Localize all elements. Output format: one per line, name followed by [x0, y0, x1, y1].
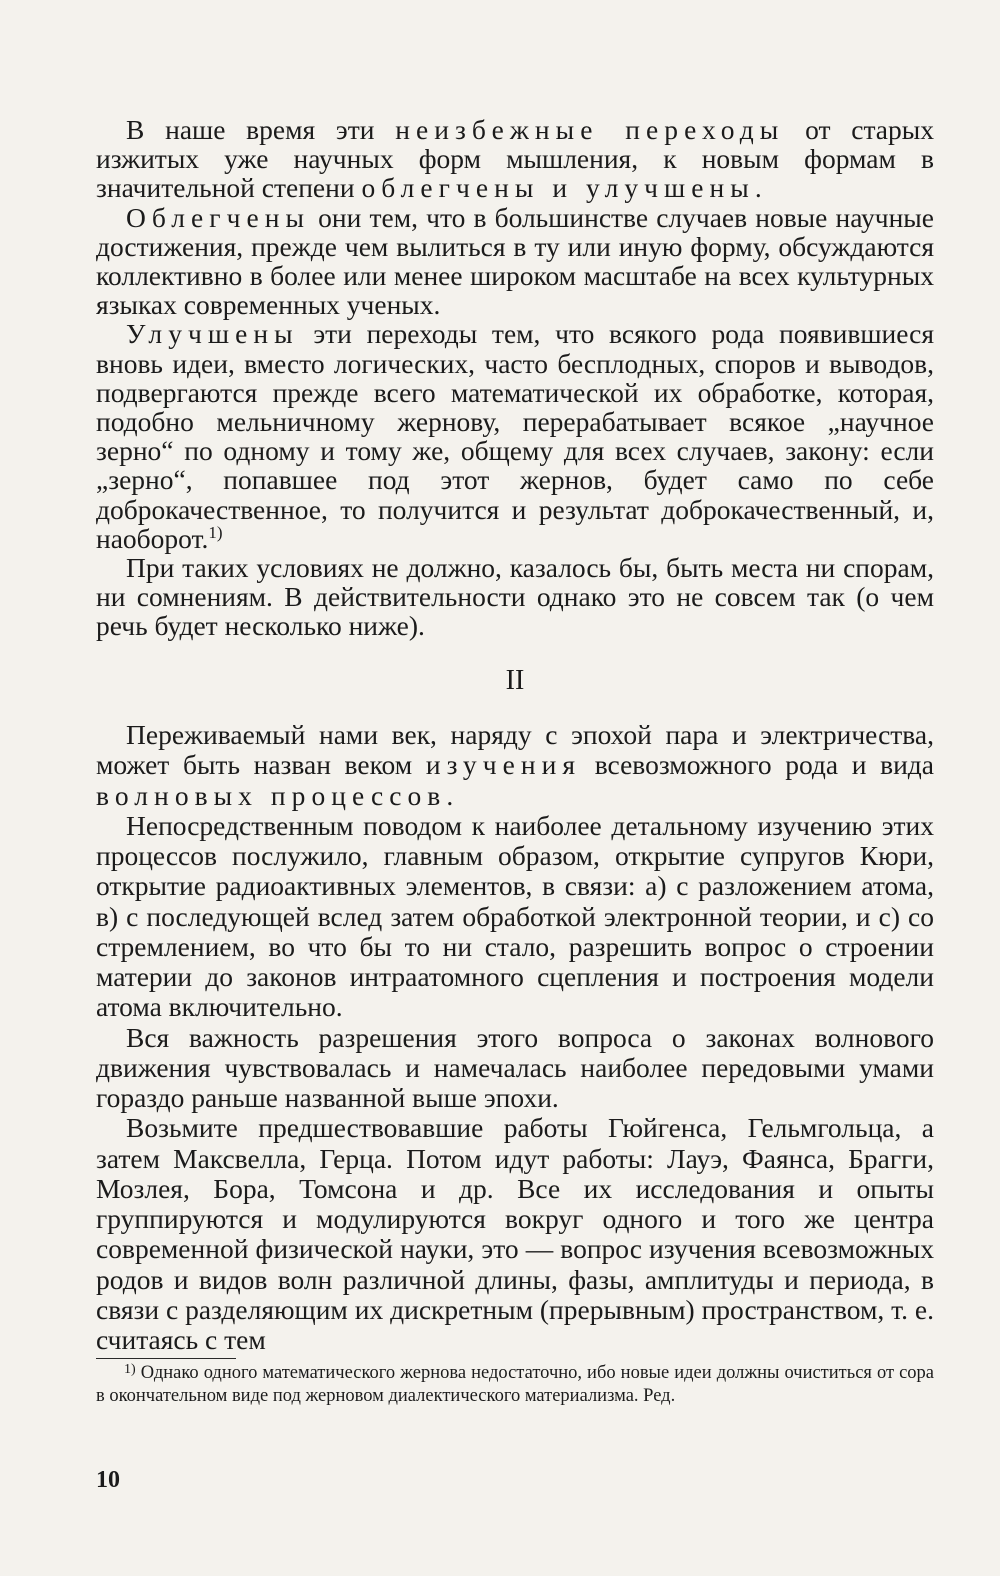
footnote-text: Однако одного математического жернова недостаточно, ибо новые идеи должны очиститься от сора в окончательном виде под жерновом диалектического материализма. Ред. — [96, 1363, 934, 1406]
section-1-text — [96, 115, 934, 641]
paragraph — [96, 720, 934, 811]
paragraph — [96, 203, 934, 320]
footnote-divider — [96, 1358, 236, 1359]
paragraph — [96, 319, 934, 553]
footnote-mark: 1) — [124, 1362, 136, 1377]
paragraph — [96, 811, 934, 1023]
emphasized-text: Облегчены — [126, 201, 311, 233]
page-number: 10 — [96, 1467, 120, 1493]
emphasized-text: волновых процессов — [96, 779, 447, 811]
paragraph — [96, 1113, 934, 1355]
paragraph — [96, 115, 934, 203]
paragraph-text: Вся важность разрешения этого вопроса о законах волнового движения чувствовалась и намечалась наиболее передовыми умами гораздо раньше названной выше эпохи. — [96, 1021, 934, 1113]
paragraph-text: . — [754, 172, 762, 204]
paragraph — [96, 1023, 934, 1114]
emphasized-text: облегчены и улучшены — [361, 172, 755, 204]
paragraph-text: В наше время эти — [126, 114, 396, 145]
paragraph-text: При таких условиях не должно, казалось бы, быть места ни спорам, ни сомнениям. В действительности однако это не совсем так (о чем речь будет несколько ниже). — [96, 552, 934, 642]
paragraph-text: они тем, что в большинстве случаев новые научные достижения, прежде чем вылиться в ту или иную форму, обсуждаются коллективно в более или менее широком масштабе на всех культурных языках современных ученых. — [96, 201, 934, 321]
paragraph-text: Переживаемый нами век, наряду с эпохой пара и электричества, может быть назван веком — [96, 719, 934, 781]
emphasized-text: неизбежные переходы — [395, 114, 785, 145]
paragraph-text: Возьмите предшествовавшие работы Гюйгенса, Гельмгольца, а затем Максвелла, Герца. Потом идут работы: Лауэ, Фаянса, Брагги, Мозлея, Бора, Томсона и др. Все их исследования и опыты группируются и модулируются вокруг одного и того же центра современной физической науки, это — вопрос изучения всевозможных родов и видов волн различной длины, фазы, амплитуды и периода, в связи с разделяющим их дискретным (прерывным) пространством, т. е. считаясь с тем — [96, 1112, 934, 1355]
section-heading: II — [505, 665, 525, 696]
emphasized-text: Улучшены — [126, 318, 299, 350]
footnote — [96, 1362, 934, 1408]
footnote-reference: 1) — [208, 522, 223, 542]
emphasized-text: изучения — [425, 749, 582, 781]
section-2-text — [96, 720, 934, 1355]
paragraph-text: от старых изжитых уже научных форм мышления, к новым формам в значительной степени — [96, 114, 934, 204]
paragraph-text: эти переходы тем, что всякого рода появившиеся вновь идеи, вместо логических, часто бесплодных, споров и выводов, подвергаются прежде всего математической их обработке, которая, подобно мельничному жернову, перерабатывает всякое „научное зерно“ по одному и тому же, общему для всех случаев, закону: если „зерно“, попавшее под этот жернов, будет само по себе доброкачественное, то получится и результат доброкачественный, и, наоборот. — [96, 318, 934, 554]
paragraph-text: Непосредственным поводом к наиболее детальному изучению этих процессов послужило, главным образом, открытие супругов Кюри, открытие радиоактивных элементов, в связи: а) с разложением атома, в) с последующей вслед затем обработкой электронной теории, и с) со стремлением, во что бы то ни стало, разрешить вопрос о строении материи до законов интраатомного сцепления и построения модели атома включительно. — [96, 809, 934, 1023]
paragraph — [96, 553, 934, 641]
paragraph-text: всевозможного рода и вида — [581, 749, 934, 781]
paragraph-text: . — [446, 779, 454, 811]
